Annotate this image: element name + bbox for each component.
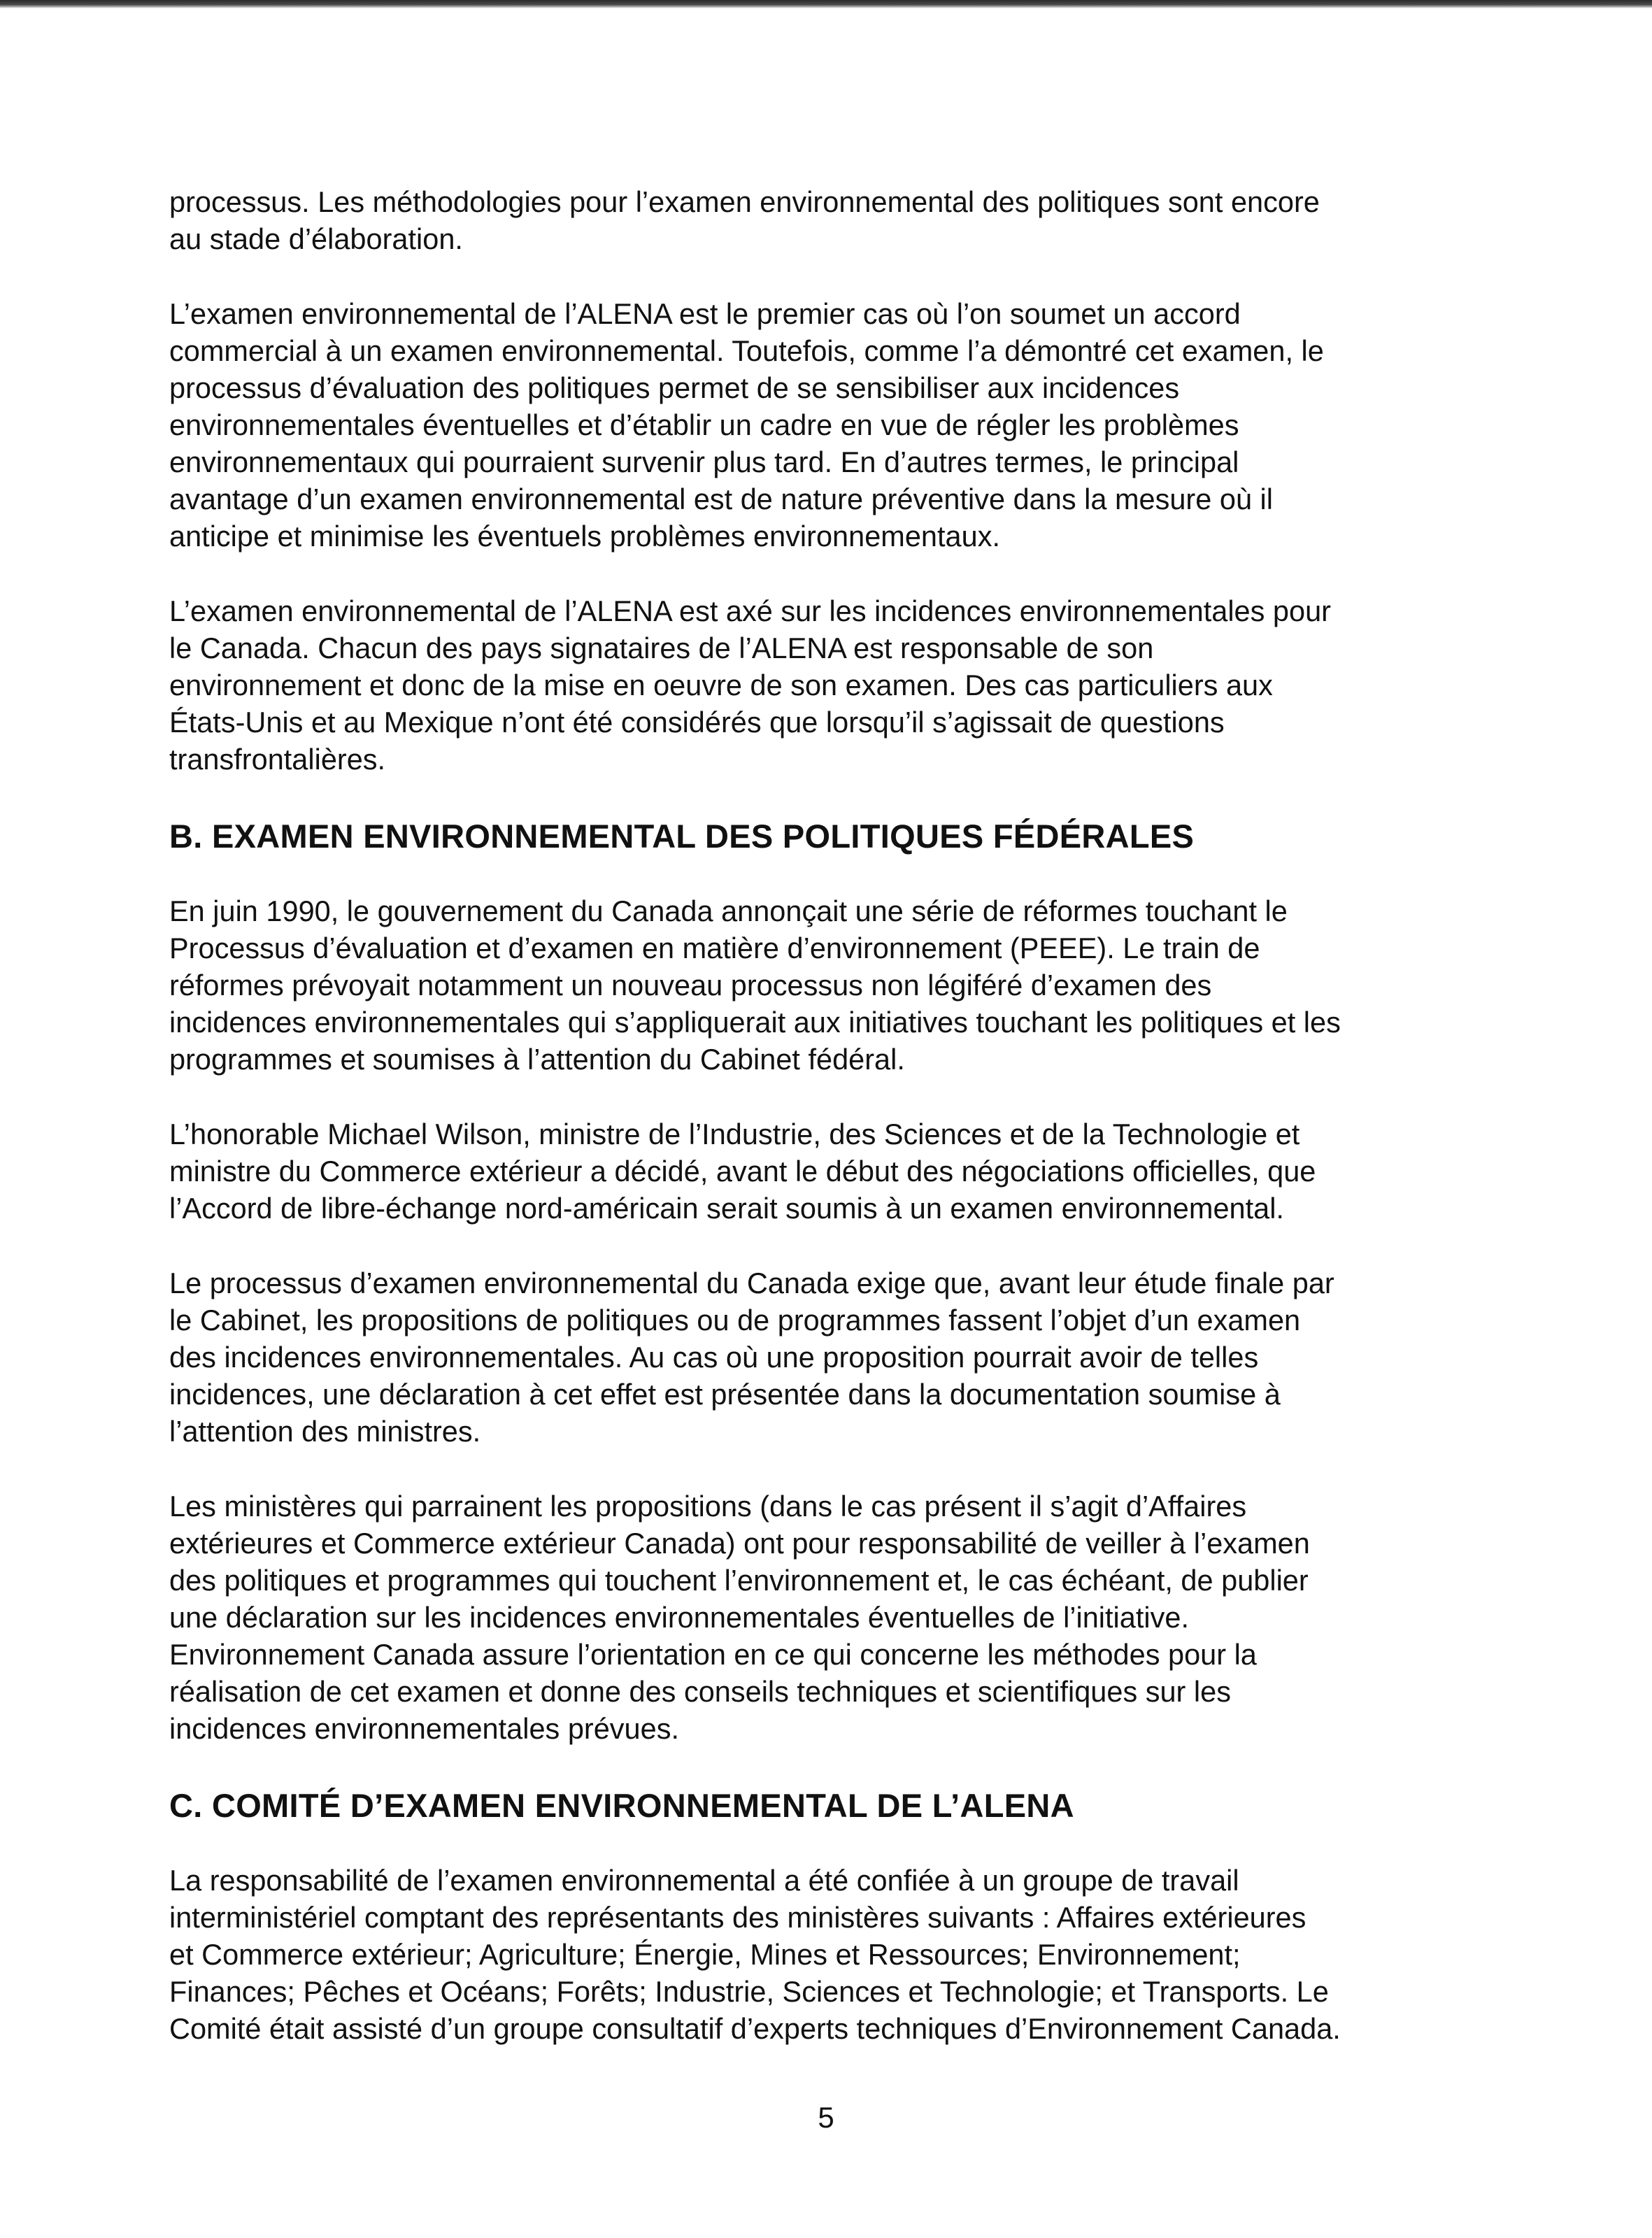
text-line: l’attention des ministres. [169,1415,481,1448]
text-line: États-Unis et au Mexique n’ont été considérés que lorsqu’il s’agissait de questions [169,706,1225,739]
section-heading-b: B. EXAMEN ENVIRONNEMENTAL DES POLITIQUES FÉDÉRALES [169,818,1195,855]
text-line: environnementaux qui pourraient survenir plus tard. En d’autres termes, le principal [169,446,1239,478]
section-intro [169,183,1533,778]
text-line: processus. Les méthodologies pour l’examen environnemental des politiques sont encore [169,185,1320,218]
text-line: incidences environnementales qui s’appliquerait aux initiatives touchant les politiques et les [169,1006,1341,1039]
text-line: incidences environnementales prévues. [169,1712,679,1745]
text-line: interministériel comptant des représentants des ministères suivants : Affaires extérieures [169,1901,1306,1934]
section-heading-c: C. COMITÉ D’EXAMEN ENVIRONNEMENTAL DE L’ALENA [169,1787,1074,1824]
text-line: réformes prévoyait notamment un nouveau processus non légiféré d’examen des [169,969,1212,1002]
text-line: Le processus d’examen environnemental du Canada exige que, avant leur étude finale par [169,1267,1334,1299]
paragraph [169,183,1533,257]
text-line: transfrontalières. [169,743,386,776]
text-line: anticipe et minimise les éventuels problèmes environnementaux. [169,520,1000,553]
text-line: et Commerce extérieur; Agriculture; Énergie, Mines et Ressources; Environnement; [169,1938,1241,1971]
text-line: Les ministères qui parrainent les propositions (dans le cas présent il s’agit d’Affaires [169,1490,1247,1523]
text-line: La responsabilité de l’examen environnemental a été confiée à un groupe de travail [169,1864,1239,1897]
section-b [169,892,1533,1747]
text-line: réalisation de cet examen et donne des conseils techniques et scientifiques sur les [169,1675,1231,1708]
paragraph [169,1488,1533,1747]
page-number: 5 [818,2101,834,2134]
text-line: extérieures et Commerce extérieur Canada) ont pour responsabilité de veiller à l’examen [169,1527,1310,1560]
text-line: des incidences environnementales. Au cas où une proposition pourrait avoir de telles [169,1341,1259,1374]
text-line: L’examen environnemental de l’ALENA est le premier cas où l’on soumet un accord [169,297,1241,330]
document-body [169,183,1533,2085]
paragraph [169,295,1533,555]
text-line: Environnement Canada assure l’orientation en ce qui concerne les méthodes pour la [169,1638,1257,1671]
text-line: Comité était assisté d’un groupe consultatif d’experts techniques d’Environnement Canada. [169,2012,1341,2045]
paragraph [169,892,1533,1078]
text-line: au stade d’élaboration. [169,222,463,255]
text-line: l’Accord de libre-échange nord-américain serait soumis à un examen environnemental. [169,1192,1284,1225]
text-line: L’examen environnemental de l’ALENA est axé sur les incidences environnementales pour [169,594,1331,627]
paragraph [169,1116,1533,1227]
text-line: le Cabinet, les propositions de politiques ou de programmes fassent l’objet d’un examen [169,1304,1301,1337]
text-line: L’honorable Michael Wilson, ministre de l’Industrie, des Sciences et de la Technologie et [169,1118,1300,1150]
section-c [169,1862,1533,2047]
paragraph [169,1264,1533,1450]
text-line: ministre du Commerce extérieur a décidé, avant le début des négociations officielles, que [169,1155,1316,1188]
text-line: avantage d’un examen environnemental est de nature préventive dans la mesure où il [169,483,1273,515]
text-line: environnementales éventuelles et d’établir un cadre en vue de régler les problèmes [169,408,1239,441]
text-line: Finances; Pêches et Océans; Forêts; Industrie, Sciences et Technologie; et Transports. Le [169,1975,1329,2008]
text-line: incidences, une déclaration à cet effet est présentée dans la documentation soumise à [169,1378,1281,1411]
text-line: commercial à un examen environnemental. Toutefois, comme l’a démontré cet examen, le [169,334,1324,367]
paragraph [169,1862,1533,2047]
text-line: processus d’évaluation des politiques permet de se sensibiliser aux incidences [169,371,1180,404]
text-line: environnement et donc de la mise en oeuvre de son examen. Des cas particuliers aux [169,669,1273,701]
text-line: des politiques et programmes qui touchent l’environnement et, le cas échéant, de publier [169,1564,1309,1597]
text-line: Processus d’évaluation et d’examen en matière d’environnement (PEEE). Le train de [169,932,1260,964]
text-line: le Canada. Chacun des pays signataires de l’ALENA est responsable de son [169,632,1154,664]
text-line: une déclaration sur les incidences environnementales éventuelles de l’initiative. [169,1601,1189,1634]
text-line: En juin 1990, le gouvernement du Canada annonçait une série de réformes touchant le [169,895,1288,927]
paragraph [169,592,1533,778]
text-line: programmes et soumises à l’attention du Cabinet fédéral. [169,1043,905,1076]
scan-edge-artifact [0,0,1652,8]
